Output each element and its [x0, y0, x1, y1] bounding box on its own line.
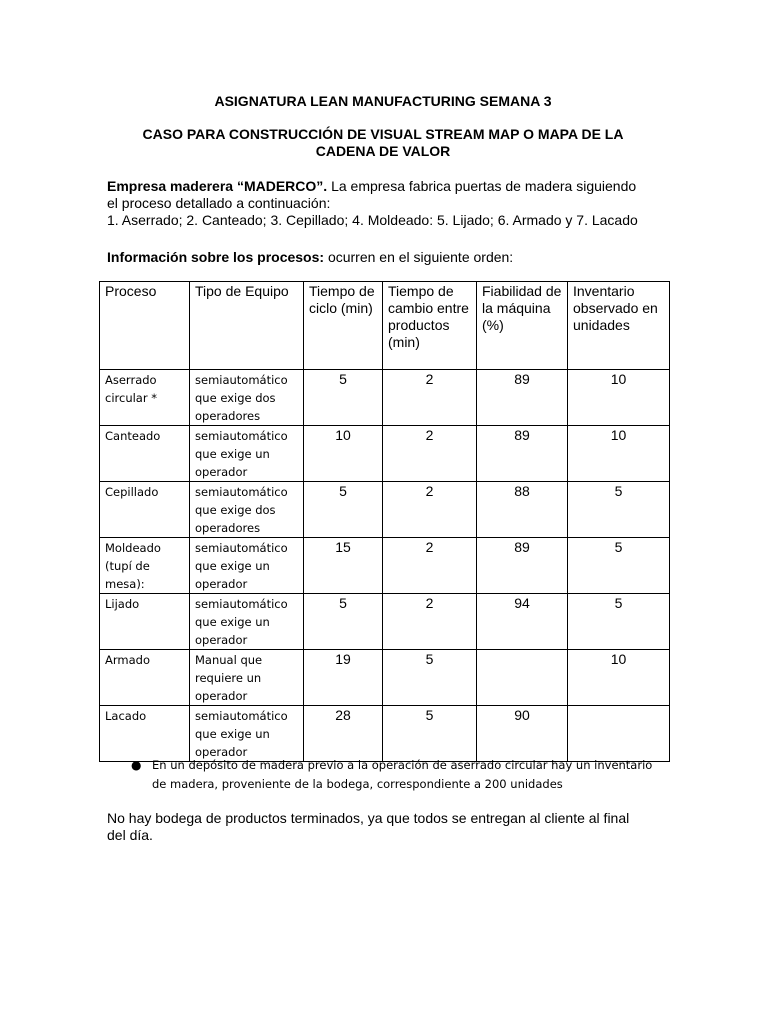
reliability-cell: 89	[477, 370, 568, 426]
equipment-cell: semiautomático que exige dos operadores	[190, 482, 304, 538]
reliability-cell: 94	[477, 594, 568, 650]
company-text-line-2: el proceso detallado a continuación:	[107, 195, 331, 211]
subtitle-line-1: CASO PARA CONSTRUCCIÓN DE VISUAL STREAM MAP O MAPA DE LA	[142, 126, 624, 142]
changeover-time-cell: 2	[383, 370, 477, 426]
company-name: Empresa maderera “MADERCO”.	[107, 178, 328, 194]
process-name-cell: Moldeado (tupí de mesa):	[100, 538, 190, 594]
cycle-time-cell: 15	[304, 538, 383, 594]
reliability-cell	[477, 650, 568, 706]
changeover-time-cell: 2	[383, 482, 477, 538]
inventory-cell: 5	[568, 482, 670, 538]
process-name-cell: Aserrado circular *	[100, 370, 190, 426]
cycle-time-cell: 5	[304, 482, 383, 538]
document-subtitle	[100, 126, 666, 160]
equipment-cell: semiautomático que exige un operador	[190, 594, 304, 650]
inventory-cell: 10	[568, 650, 670, 706]
inventory-cell: 10	[568, 370, 670, 426]
changeover-time-cell: 5	[383, 650, 477, 706]
changeover-time-cell: 2	[383, 426, 477, 482]
subtitle-line-2: CADENA DE VALOR	[315, 143, 451, 159]
reliability-cell: 88	[477, 482, 568, 538]
inventory-cell: 10	[568, 426, 670, 482]
company-paragraph: Empresa maderera “MADERCO”. La empresa fabrica puertas de madera siguiendo el proceso detallado a continuación: 1. Aserrado; 2. Canteado; 3. Cepillado; 4. Moldeado: 5. Lijado; 6. Armado y 7. Lacado	[107, 178, 667, 229]
equipment-cell: semiautomático que exige un operador	[190, 538, 304, 594]
process-info-heading: Información sobre los procesos: ocurren en el siguiente orden:	[107, 249, 514, 265]
table-row	[100, 706, 670, 762]
table-header-cell: Inventario observado en unidades	[568, 282, 670, 370]
reliability-cell: 89	[477, 426, 568, 482]
note-line-2: de madera, proveniente de la bodega, correspondiente a 200 unidades	[152, 777, 563, 791]
inventory-cell: 5	[568, 538, 670, 594]
changeover-time-cell: 2	[383, 538, 477, 594]
process-name-cell: Canteado	[100, 426, 190, 482]
reliability-cell: 89	[477, 538, 568, 594]
process-name-cell: Armado	[100, 650, 190, 706]
cycle-time-cell: 19	[304, 650, 383, 706]
inventory-cell: 5	[568, 594, 670, 650]
equipment-cell: Manual que requiere un operador	[190, 650, 304, 706]
equipment-cell: semiautomático que exige un operador	[190, 426, 304, 482]
process-list: 1. Aserrado; 2. Canteado; 3. Cepillado; 4. Moldeado: 5. Lijado; 6. Armado y 7. Lacado	[107, 212, 638, 228]
cycle-time-cell: 28	[304, 706, 383, 762]
process-name-cell: Cepillado	[100, 482, 190, 538]
inventory-cell	[568, 706, 670, 762]
table-header-row	[100, 282, 670, 370]
document-title: ASIGNATURA LEAN MANUFACTURING SEMANA 3	[214, 93, 552, 109]
equipment-cell: semiautomático que exige dos operadores	[190, 370, 304, 426]
changeover-time-cell: 5	[383, 706, 477, 762]
process-info-label: Información sobre los procesos:	[107, 249, 325, 265]
table-header-cell: Tipo de Equipo	[190, 282, 304, 370]
cycle-time-cell: 5	[304, 594, 383, 650]
process-name-cell: Lijado	[100, 594, 190, 650]
table-header-cell: Fiabilidad de la máquina (%)	[477, 282, 568, 370]
table-header-cell: Proceso	[100, 282, 190, 370]
cycle-time-cell: 5	[304, 370, 383, 426]
table-row	[100, 538, 670, 594]
final-paragraph	[107, 810, 667, 844]
reliability-cell: 90	[477, 706, 568, 762]
table-header-cell: Tiempo de ciclo (min)	[304, 282, 383, 370]
table-row	[100, 650, 670, 706]
table-row	[100, 426, 670, 482]
final-line-2: del día.	[107, 827, 153, 843]
table-header-cell: Tiempo de cambio entre productos (min)	[383, 282, 477, 370]
table-row	[100, 370, 670, 426]
final-line-1: No hay bodega de productos terminados, ya que todos se entregan al cliente al final	[107, 810, 630, 826]
process-name-cell: Lacado	[100, 706, 190, 762]
table-row	[100, 594, 670, 650]
changeover-time-cell: 2	[383, 594, 477, 650]
equipment-cell: semiautomático que exige un operador	[190, 706, 304, 762]
note-line-1: En un depósito de madera previo a la operación de aserrado circular hay un inventario	[152, 758, 653, 772]
bullet-icon: ●	[131, 758, 142, 772]
table-row	[100, 482, 670, 538]
process-table	[99, 281, 670, 762]
cycle-time-cell: 10	[304, 426, 383, 482]
